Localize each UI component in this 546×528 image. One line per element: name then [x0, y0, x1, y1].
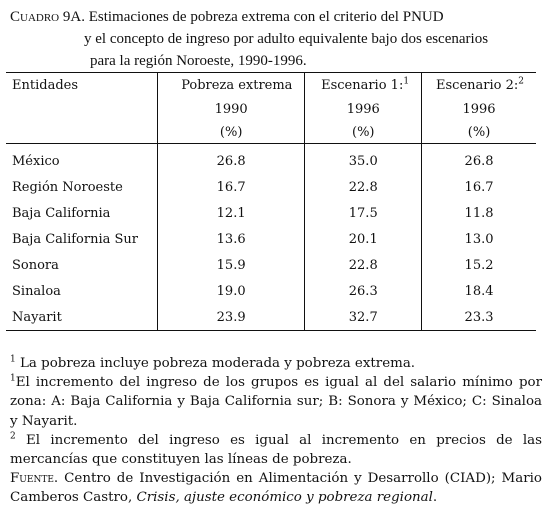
header-blank: [6, 121, 157, 144]
header-row-3: [6, 121, 536, 144]
header-year-1996-b: 1996: [462, 101, 496, 117]
row-escenario-2: 15.2: [464, 257, 494, 273]
header-escenario-1: [305, 73, 422, 97]
row-escenario-2: 23.3: [464, 309, 494, 325]
source-acronym: CIAD: [449, 471, 486, 487]
caption-line-2: y el concepto de ingreso por adulto equivalente bajo dos escenarios: [84, 31, 489, 47]
source-work-title: Crisis, ajuste económico y pobreza regional: [136, 490, 433, 506]
row-1990: 19.0: [157, 278, 305, 304]
header-row-1: [6, 73, 536, 97]
note-1-text: La pobreza incluye pobreza moderada y pobreza extrema.: [15, 356, 416, 371]
row-escenario-2: 26.8: [464, 153, 494, 169]
note-1: [10, 354, 542, 373]
header-blank: [6, 97, 157, 121]
source-text-2: ); Mario Camberos Castro,: [10, 471, 542, 506]
table-row: [6, 174, 536, 200]
row-escenario-1: 22.8: [305, 252, 422, 278]
table-row: [6, 144, 536, 175]
row-escenario-2: 13.0: [464, 231, 494, 247]
row-entidad: Sinaloa: [6, 278, 157, 304]
caption-title-start: . Estimaciones de pobreza extrema con el criterio del: [81, 9, 403, 25]
row-entidad: Nayarit: [6, 304, 157, 330]
note-3-mark: 2: [10, 431, 16, 442]
row-escenario-2: 18.4: [464, 283, 494, 299]
header-escenario-2-note: 2: [518, 76, 524, 87]
note-3-text: El incremento del ingreso es igual al incremento en precios de las mercancías que constituyen las líneas de pobreza.: [10, 432, 542, 468]
row-entidad: Región Noroeste: [6, 174, 157, 200]
source-note: [10, 469, 542, 507]
source-end: .: [432, 490, 438, 506]
row-escenario-1: 35.0: [305, 144, 422, 175]
header-escenario-2: [422, 73, 536, 97]
caption-line-1: [10, 6, 540, 28]
row-1990: 16.7: [157, 174, 305, 200]
row-1990: 26.8: [157, 144, 305, 175]
note-2-text: El incremento del ingreso de los grupos es igual al del salario mínimo por zona: A: Baja California y Baja California sur; B: Sonora y México; C: Sinaloa y Nayarit.: [10, 375, 542, 429]
row-entidad: Baja California Sur: [6, 226, 157, 252]
table-notes: [10, 354, 542, 508]
row-escenario-1: 17.5: [305, 200, 422, 226]
note-2-mark: 1: [10, 373, 16, 384]
caption-acronym: PNUD: [402, 9, 444, 25]
header-unit-3: (%): [422, 121, 536, 144]
row-escenario-2: 16.7: [464, 179, 494, 195]
table-row: [6, 304, 536, 330]
note-1-mark: 1: [10, 354, 16, 365]
table-row: [6, 200, 536, 226]
row-entidad: Sonora: [6, 252, 157, 278]
header-escenario-1-note: 1: [403, 76, 410, 87]
row-escenario-2: 11.8: [464, 205, 494, 221]
row-1990: 15.9: [157, 252, 305, 278]
table-row: [6, 252, 536, 278]
note-3: [10, 431, 542, 469]
source-text-1: . Centro de Investigación en Alimentación y Desarrollo (: [53, 471, 450, 487]
poverty-table: [6, 72, 536, 331]
row-1990: 12.1: [157, 200, 305, 226]
header-entidades: Entidades: [6, 73, 157, 97]
row-escenario-1: 32.7: [305, 304, 422, 330]
header-year-1990: 1990: [157, 97, 305, 121]
source-label: Fuente: [10, 471, 54, 487]
table-row: [6, 226, 536, 252]
header-escenario-1-label: Escenario 1:: [321, 77, 404, 93]
row-entidad: Baja California: [6, 200, 157, 226]
row-escenario-1: 26.3: [305, 278, 422, 304]
header-unit-1: (%): [157, 121, 305, 144]
table-caption: [10, 6, 540, 72]
row-1990: 13.6: [157, 226, 305, 252]
header-year-1996-a: 1996: [305, 97, 422, 121]
header-row-2: [6, 97, 536, 121]
note-2: [10, 373, 542, 431]
header-unit-2: (%): [305, 121, 422, 144]
table-row: [6, 278, 536, 304]
header-escenario-2-label: Escenario 2:: [436, 77, 519, 93]
row-entidad: México: [6, 144, 157, 175]
row-escenario-1: 22.8: [305, 174, 422, 200]
caption-line-3: para la región Noroeste, 1990-1996.: [90, 53, 307, 69]
row-escenario-1: 20.1: [305, 226, 422, 252]
row-1990: 23.9: [157, 304, 305, 330]
header-pobreza: Pobreza extrema: [157, 73, 305, 97]
caption-label: Cuadro 9A: [10, 9, 82, 25]
